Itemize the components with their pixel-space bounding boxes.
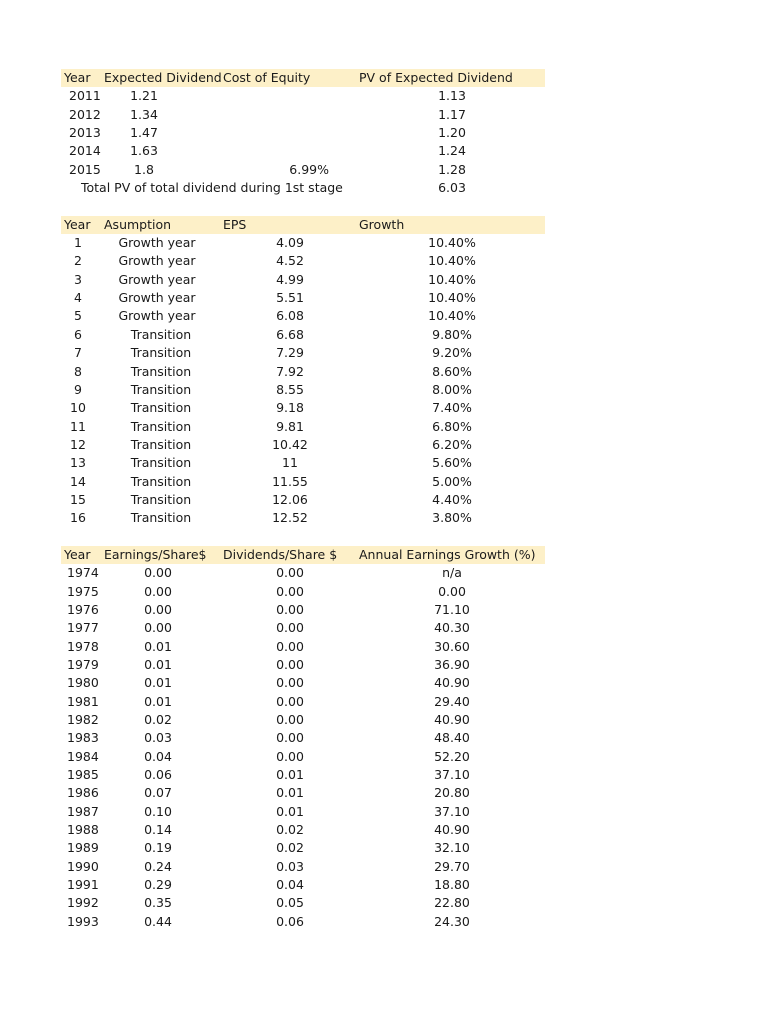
year-cell[interactable]: 11 [70,418,86,434]
earnings-growth-cell[interactable]: 29.40 [434,693,470,709]
table-row [61,638,545,656]
table-row [61,252,545,270]
table-row [61,436,545,454]
table-row [61,381,545,399]
year-cell[interactable]: 1992 [67,895,99,911]
dividends-per-share-cell[interactable]: 0.04 [276,877,304,893]
dividends-per-share-cell[interactable]: 0.02 [276,840,304,856]
dividend-pv-table [61,69,545,197]
dividends-per-share-cell[interactable]: 0.06 [276,913,304,929]
table-row [61,307,545,325]
earnings-per-share-cell[interactable]: 0.24 [144,858,172,874]
table-row [61,729,545,747]
table-row [61,234,545,252]
table-row [61,674,545,692]
dividends-per-share-cell[interactable]: 0.00 [276,620,304,636]
year-cell[interactable]: 1984 [67,748,99,764]
earnings-per-share-cell[interactable]: 0.01 [144,657,172,672]
year-cell[interactable]: 13 [70,455,86,471]
eps-cell[interactable]: 4.09 [276,235,304,251]
growth-cell[interactable]: 10.40% [428,308,476,324]
pv-cell[interactable]: 1.13 [438,88,466,104]
total-pv-value[interactable]: 6.03 [438,180,466,196]
growth-cell[interactable]: 10.40% [428,271,476,287]
earnings-growth-cell[interactable]: 29.70 [434,858,470,874]
table-row [61,766,545,784]
year-cell[interactable]: 1991 [67,877,99,893]
table-row [61,913,545,931]
year-cell[interactable]: 10 [70,400,86,416]
table-row [61,711,545,729]
eps-cell[interactable]: 12.52 [272,510,308,526]
assumption-cell[interactable]: Transition [130,455,192,471]
eps-cell[interactable]: 7.92 [276,363,304,379]
earnings-growth-cell[interactable]: 40.90 [434,822,470,838]
dividends-per-share-cell[interactable]: 0.00 [276,638,304,654]
table-row [61,344,545,362]
assumption-cell[interactable]: Growth year [118,235,196,251]
earnings-per-share-cell[interactable]: 0.44 [144,913,172,929]
year-cell[interactable]: 1987 [67,803,99,819]
table-row [61,784,545,802]
year-cell[interactable]: 1976 [67,601,99,617]
table-row [61,106,545,124]
earnings-per-share-cell[interactable]: 0.00 [144,601,172,617]
pv-cell[interactable]: 1.17 [438,106,466,122]
assumption-cell[interactable]: Growth year [118,271,196,287]
header-year[interactable]: Year [61,69,101,87]
year-cell[interactable]: 15 [70,491,86,507]
year-cell[interactable]: 5 [74,308,82,324]
dividends-per-share-cell[interactable]: 0.00 [276,657,304,672]
year-cell[interactable]: 1989 [67,840,99,856]
table-row [61,509,545,527]
earnings-growth-cell[interactable]: 18.80 [434,877,470,893]
header-growth[interactable]: Growth [359,216,545,234]
year-cell[interactable]: 1982 [67,712,99,728]
earnings-growth-cell[interactable]: 40.90 [434,712,470,728]
table-row [61,363,545,381]
table-row [61,894,545,912]
year-cell[interactable]: 1980 [67,675,99,691]
eps-cell[interactable]: 4.99 [276,271,304,287]
table-row [61,656,545,674]
table-row [61,271,545,289]
dividends-per-share-cell[interactable]: 0.01 [276,785,304,801]
historical-earnings-table [61,546,545,931]
header-earnings-per-share[interactable]: Earnings/Share$ [101,546,221,564]
dividends-per-share-cell[interactable]: 0.01 [276,803,304,819]
earnings-growth-cell[interactable]: 0.00 [438,583,466,599]
eps-cell[interactable]: 6.68 [276,326,304,342]
expected-dividend-cell[interactable]: 1.63 [130,143,158,159]
header-eps[interactable]: EPS [221,216,359,234]
earnings-per-share-cell[interactable]: 0.00 [144,565,172,581]
table-row [61,454,545,472]
year-cell[interactable]: 1981 [67,693,99,709]
growth-cell[interactable]: 8.60% [432,363,472,379]
earnings-per-share-cell[interactable]: 0.07 [144,785,172,801]
table-row [61,289,545,307]
dividends-per-share-cell[interactable]: 0.00 [276,675,304,691]
eps-cell[interactable]: 11 [282,455,298,471]
year-cell[interactable]: 8 [74,363,82,379]
dividends-per-share-cell[interactable]: 0.05 [276,895,304,911]
table-header-row [61,216,545,234]
eps-cell[interactable]: 9.18 [276,400,304,416]
assumption-cell[interactable]: Transition [130,363,192,379]
earnings-per-share-cell[interactable]: 0.00 [144,583,172,599]
table-row [61,839,545,857]
earnings-growth-cell[interactable]: 24.30 [434,913,470,929]
earnings-growth-cell[interactable]: 22.80 [434,895,470,911]
header-annual-earnings-growth[interactable]: Annual Earnings Growth (%) [359,546,545,564]
table-row [61,803,545,821]
year-cell[interactable]: 1983 [67,730,99,746]
eps-cell[interactable]: 6.08 [276,308,304,324]
year-cell[interactable]: 1990 [67,858,99,874]
earnings-growth-cell[interactable]: n/a [442,565,462,581]
earnings-per-share-cell[interactable]: 0.02 [144,712,172,728]
expected-dividend-cell[interactable]: 1.21 [130,88,158,104]
header-assumption[interactable]: Asumption [101,216,221,234]
table-row [61,876,545,894]
table-row [61,583,545,601]
growth-cell[interactable]: 5.00% [432,473,472,489]
earnings-per-share-cell[interactable]: 0.19 [144,840,172,856]
year-cell[interactable]: 1974 [67,565,99,581]
table-row [61,87,545,105]
table-row [61,601,545,619]
cost-of-equity-cell[interactable]: 6.99% [289,161,329,177]
header-year[interactable]: Year [61,216,101,234]
eps-cell[interactable]: 5.51 [276,290,304,306]
dividends-per-share-cell[interactable]: 0.00 [276,601,304,617]
earnings-growth-cell[interactable]: 36.90 [434,657,470,672]
earnings-per-share-cell[interactable]: 0.06 [144,767,172,783]
earnings-growth-cell[interactable]: 52.20 [434,748,470,764]
assumption-cell[interactable]: Growth year [118,308,196,324]
pv-cell[interactable]: 1.28 [438,161,466,177]
pv-cell[interactable]: 1.20 [438,125,466,141]
year-cell[interactable]: 16 [70,510,86,526]
growth-cell[interactable]: 3.80% [432,510,472,526]
assumption-cell[interactable]: Growth year [118,253,196,269]
year-cell[interactable]: 1 [74,235,82,251]
assumption-cell[interactable]: Transition [130,510,192,526]
earnings-growth-cell[interactable]: 40.90 [434,675,470,691]
year-cell[interactable]: 1988 [67,822,99,838]
table-row [61,748,545,766]
year-cell[interactable]: 12 [70,436,86,452]
table-row [61,418,545,436]
growth-cell[interactable]: 7.40% [432,400,472,416]
year-cell[interactable]: 1993 [67,913,99,929]
dividends-per-share-cell[interactable]: 0.00 [276,693,304,709]
table-row [61,858,545,876]
eps-cell[interactable]: 9.81 [276,418,304,434]
year-cell[interactable]: 2011 [69,88,101,104]
growth-cell[interactable]: 5.60% [432,455,472,471]
dividends-per-share-cell[interactable]: 0.00 [276,565,304,581]
dividends-per-share-cell[interactable]: 0.02 [276,822,304,838]
spreadsheet [61,69,545,931]
earnings-growth-cell[interactable]: 37.10 [434,803,470,819]
eps-cell[interactable]: 8.55 [276,381,304,397]
earnings-per-share-cell[interactable]: 0.10 [144,803,172,819]
assumption-cell[interactable]: Transition [130,491,192,507]
year-cell[interactable]: 9 [74,381,82,397]
table-row [61,124,545,142]
assumption-cell[interactable]: Growth year [118,290,196,306]
dividends-per-share-cell[interactable]: 0.01 [276,767,304,783]
eps-cell[interactable]: 11.55 [272,473,308,489]
earnings-growth-cell[interactable]: 71.10 [434,601,470,617]
eps-cell[interactable]: 10.42 [272,436,308,452]
table-row [61,142,545,160]
year-cell[interactable]: 3 [74,271,82,287]
year-cell[interactable]: 2014 [69,143,101,159]
dividends-per-share-cell[interactable]: 0.00 [276,712,304,728]
year-cell[interactable]: 2012 [69,106,101,122]
earnings-per-share-cell[interactable]: 0.01 [144,693,172,709]
total-row [61,179,545,197]
header-dividends-per-share[interactable]: Dividends/Share $ [221,546,359,564]
assumption-cell[interactable]: Transition [130,345,192,361]
year-cell[interactable]: 2013 [69,125,101,141]
eps-cell[interactable]: 4.52 [276,253,304,269]
table-row [61,399,545,417]
cost-of-equity-cell[interactable] [221,142,359,160]
header-pv-expected-dividend[interactable]: PV of Expected Dividend [359,69,545,87]
year-cell[interactable]: 7 [74,345,82,361]
growth-cell[interactable]: 10.40% [428,235,476,251]
total-pv-label[interactable]: Total PV of total dividend during 1st stage [81,180,343,196]
table-row [61,473,545,491]
cost-of-equity-cell[interactable] [221,106,359,124]
earnings-per-share-cell[interactable]: 0.01 [144,675,172,691]
dividends-per-share-cell[interactable]: 0.03 [276,858,304,874]
growth-cell[interactable]: 9.20% [432,345,472,361]
earnings-per-share-cell[interactable]: 0.35 [144,895,172,911]
dividends-per-share-cell[interactable]: 0.00 [276,730,304,746]
year-cell[interactable]: 1978 [67,638,99,654]
year-cell[interactable]: 2 [74,253,82,269]
earnings-growth-cell[interactable]: 30.60 [434,638,470,654]
year-cell[interactable]: 1977 [67,620,99,636]
growth-cell[interactable]: 8.00% [432,381,472,397]
year-cell[interactable]: 4 [74,290,82,306]
header-expected-dividend[interactable]: Expected Dividend [101,69,221,87]
growth-cell[interactable]: 4.40% [432,491,472,507]
year-cell[interactable]: 2015 [69,161,101,177]
assumption-cell[interactable]: Transition [130,326,192,342]
eps-growth-table [61,216,545,528]
earnings-per-share-cell[interactable]: 0.14 [144,822,172,838]
earnings-per-share-cell[interactable]: 0.00 [144,620,172,636]
table-header-row [61,69,545,87]
year-cell[interactable]: 1985 [67,767,99,783]
earnings-per-share-cell[interactable]: 0.03 [144,730,172,746]
year-cell[interactable]: 1975 [67,583,99,599]
assumption-cell[interactable]: Transition [130,418,192,434]
header-cost-of-equity[interactable]: Cost of Equity [221,69,359,87]
year-cell[interactable]: 1979 [67,657,99,672]
year-cell[interactable]: 6 [74,326,82,342]
assumption-cell[interactable]: Transition [130,400,192,416]
table-row [61,491,545,509]
earnings-growth-cell[interactable]: 32.10 [434,840,470,856]
earnings-per-share-cell[interactable]: 0.04 [144,748,172,764]
earnings-growth-cell[interactable]: 40.30 [434,620,470,636]
expected-dividend-cell[interactable]: 1.8 [134,161,154,177]
table-row [61,821,545,839]
year-cell[interactable]: 1986 [67,785,99,801]
growth-cell[interactable]: 10.40% [428,253,476,269]
table-row [61,161,545,179]
year-cell[interactable]: 14 [70,473,86,489]
table-row [61,564,545,582]
earnings-growth-cell[interactable]: 20.80 [434,785,470,801]
earnings-growth-cell[interactable]: 48.40 [434,730,470,746]
table-header-row [61,546,545,564]
dividends-per-share-cell[interactable]: 0.00 [276,583,304,599]
growth-cell[interactable]: 6.80% [432,418,472,434]
assumption-cell[interactable]: Transition [130,473,192,489]
growth-cell[interactable]: 9.80% [432,326,472,342]
cost-of-equity-cell[interactable] [221,87,359,105]
header-year[interactable]: Year [61,546,101,564]
earnings-per-share-cell[interactable]: 0.29 [144,877,172,893]
pv-cell[interactable]: 1.24 [438,143,466,159]
table-row [61,693,545,711]
earnings-growth-cell[interactable]: 37.10 [434,767,470,783]
expected-dividend-cell[interactable]: 1.47 [130,125,158,141]
growth-cell[interactable]: 6.20% [432,436,472,452]
growth-cell[interactable]: 10.40% [428,290,476,306]
table-row [61,619,545,637]
earnings-per-share-cell[interactable]: 0.01 [144,638,172,654]
table-row [61,326,545,344]
dividends-per-share-cell[interactable]: 0.00 [276,748,304,764]
assumption-cell[interactable]: Transition [130,381,192,397]
assumption-cell[interactable]: Transition [130,436,192,452]
expected-dividend-cell[interactable]: 1.34 [130,106,158,122]
cost-of-equity-cell[interactable] [221,124,359,142]
eps-cell[interactable]: 7.29 [276,345,304,361]
eps-cell[interactable]: 12.06 [272,491,308,507]
